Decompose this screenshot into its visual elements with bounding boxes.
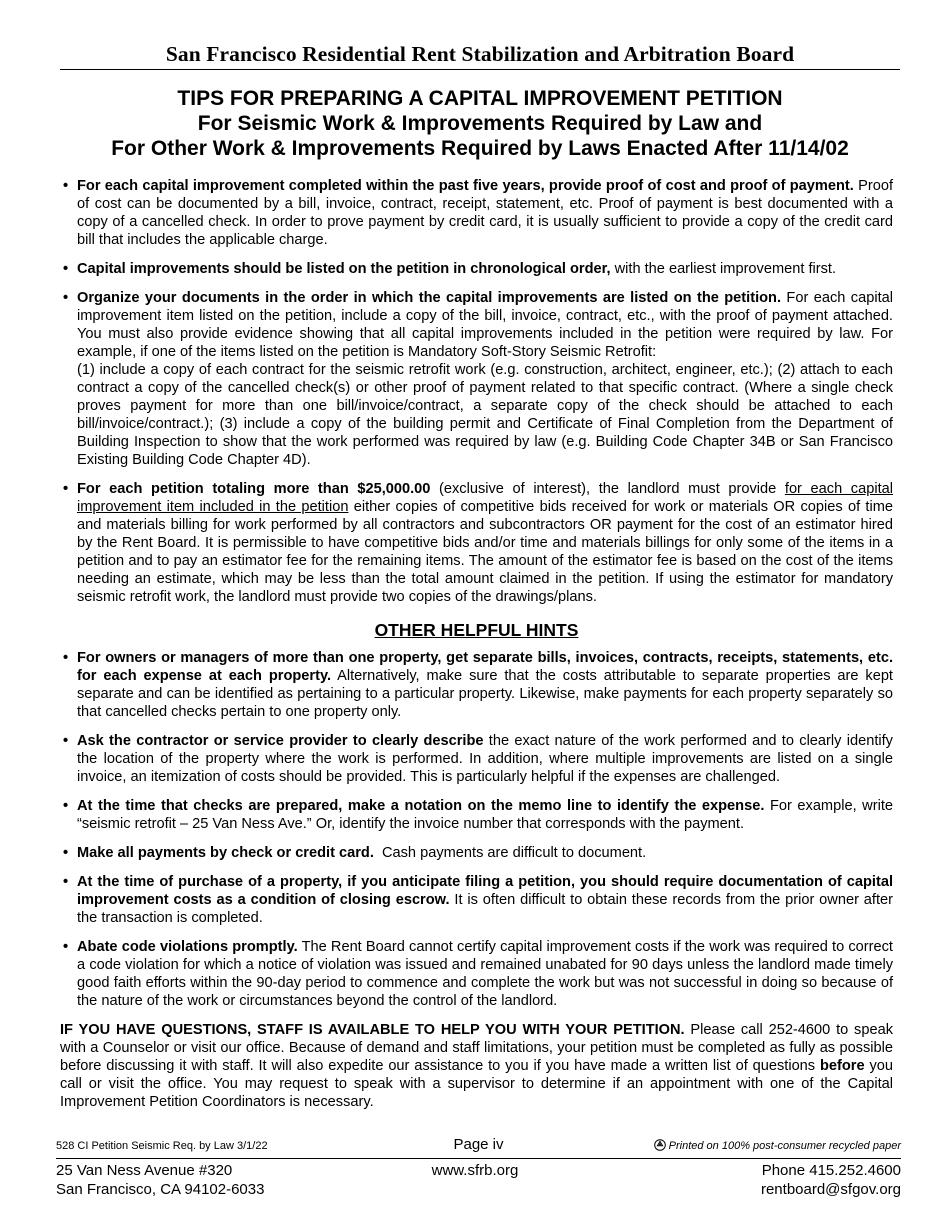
closing-paragraph: IF YOU HAVE QUESTIONS, STAFF IS AVAILABLE TO HELP YOU WITH YOUR PETITION. Please call 252-4600 to speak with a Counselor or visit our office. Because of demand and staff limitations, your petition must be completed as fully as possible before discussing it with staff. It will also expedite our assistance to you if you have made a written list of questions before you call or visit the office. You may request to speak with a supervisor to determine if an appointment with one of the Capital Improvement Petition Coordinators is necessary.	[60, 1022, 893, 1110]
footer-rule	[56, 1158, 901, 1159]
title-line-2: For Seismic Work & Improvements Required by Law and	[197, 112, 763, 135]
title-line-3: For Other Work & Improvements Required by Laws Enacted After 11/14/02	[111, 137, 849, 160]
hints-list	[60, 649, 893, 1010]
header-rule	[60, 69, 900, 70]
tip-over-25000: • For each petition totaling more than $25,000.00 (exclusive of interest), the landlord must provide for each capital improvement item included in the petition either copies of competitive bids received for work or materials OR copies of time and materials billing for work performed by all contractors and subcontractors OR payment for the cost of an estimator hired by the Rent Board. It is permissible to have competitive bids and/or time and materials billings for only some of the items in a petition and to pay an estimator fee for the remaining items. The amount of the estimator fee is based on the cost of the items needing an estimate, which may be less than the total amount claimed in the petition. If using the estimator for mandatory seismic retrofit work, the landlord must provide two copies of the drawings/plans.	[63, 481, 893, 605]
hint-memo-line: • At the time that checks are prepared, make a notation on the memo line to identify the expense. For example, write “seismic retrofit – 25 Van Ness Ave.” Or, identify the invoice number that corresponds with the payment.	[63, 798, 893, 832]
hint-describe-work: • Ask the contractor or service provider to clearly describe the exact nature of the work performed and to clearly identify the location of the property where the work is performed. In addition, where multiple improvements are listed on a single invoice, an itemization of costs should be provided. This is particularly helpful if the expenses are challenged.	[63, 733, 893, 785]
tip-proof-of-cost: • For each capital improvement completed within the past five years, provide proof of cost and proof of payment. Proof of cost can be documented by a bill, invoice, contract, receipt, statement, etc. Proof of payment is best documented with a copy of a cancelled check. In order to prove payment by credit card, it is usually sufficient to provide a copy of the credit card bill that includes the applicable charge.	[63, 178, 894, 248]
bullet: •	[63, 733, 69, 749]
recycled-note: Printed on 100% post-consumer recycled paper	[654, 1139, 901, 1152]
bullet: •	[63, 290, 69, 306]
bullet: •	[63, 939, 69, 955]
bullet: •	[63, 650, 69, 666]
bullet: •	[63, 261, 69, 277]
document-body	[60, 177, 893, 1111]
bullet: •	[63, 178, 69, 194]
phone-number: Phone 415.252.4600	[761, 1162, 901, 1179]
tip-organize-documents: • Organize your documents in the order in which the capital improvements are listed on the petition. For each capital improvement item listed on the petition, include a copy of the bill, invoice, contract, etc., with the proof of payment attached. You must also provide evidence showing that all capital improvements included in the petition were required by law. For example, if one of the items listed on the petition is Mandatory Soft-Story Seismic Retrofit: (1) include a copy of each contract for the seismic retrofit work (e.g. construction, architect, engineer, etc.); (2) attach to each contract a copy of the cancelled check(s) or other proof of payment related to that specific contract. (Where a single check proves payment for more than one bill/invoice/contract, a separate copy of the check should be attached to each bill/invoice/contract.); (3) include a copy of the building permit and Certificate of Final Completion from the Department of Building Inspection to show that the work performed was required by law (e.g. Building Code Chapter 34B or San Francisco Existing Building Code Chapter 4D).	[63, 290, 893, 468]
email-link[interactable]: rentboard@sfgov.org	[760, 1181, 901, 1198]
footer-contact	[761, 1161, 901, 1199]
recycle-icon	[654, 1139, 666, 1151]
document-title	[60, 86, 900, 161]
address-line-1: 25 Van Ness Avenue #320	[56, 1162, 233, 1179]
tips-list	[60, 177, 893, 606]
agency-name: San Francisco Residential Rent Stabilization and Arbitration Board	[165, 42, 795, 66]
section-heading-helpful-hints: OTHER HELPFUL HINTS	[374, 620, 579, 640]
hint-closing-escrow: • At the time of purchase of a property, if you anticipate filing a petition, you should require documentation of capital improvement costs as a condition of closing escrow. It is often difficult to obtain these records from the prior owner after the transaction is completed.	[63, 874, 894, 926]
address-line-2: San Francisco, CA 94102-6033	[56, 1181, 265, 1198]
form-id: 528 CI Petition Seismic Req. by Law 3/1/22	[56, 1140, 268, 1152]
bullet: •	[63, 481, 69, 497]
website-link[interactable]: www.sfrb.org	[431, 1162, 519, 1179]
hint-separate-bills: • For owners or managers of more than one property, get separate bills, invoices, contracts, receipts, statements, etc. for each expense at each property. Alternatively, make sure that the costs attributable to separate properties are kept separate and can be identified as pertaining to a particular property. Likewise, make payments for each property separately so that cancelled checks pertain to one property only.	[63, 650, 893, 720]
bullet: •	[63, 798, 69, 814]
bullet: •	[63, 874, 69, 890]
hint-payment-method: • Make all payments by check or credit card. Cash payments are difficult to document.	[63, 845, 647, 861]
page-number: Page iv	[453, 1136, 504, 1153]
footer-meta	[56, 1135, 901, 1155]
hint-code-violations: • Abate code violations promptly. The Rent Board cannot certify capital improvement costs if the work was required to correct a code violation for which a notice of violation was issued and remained unabated for 90 days unless the landlord made timely good faith efforts within the 90-day period to commence and complete the work but was not successful in doing so because of the nature of the work or circumstances beyond the control of the landlord.	[63, 939, 893, 1009]
tip-chronological-order: • Capital improvements should be listed on the petition in chronological order, with the earliest improvement first.	[63, 261, 837, 277]
bullet: •	[63, 845, 69, 861]
title-line-1: TIPS FOR PREPARING A CAPITAL IMPROVEMENT PETITION	[177, 87, 783, 110]
